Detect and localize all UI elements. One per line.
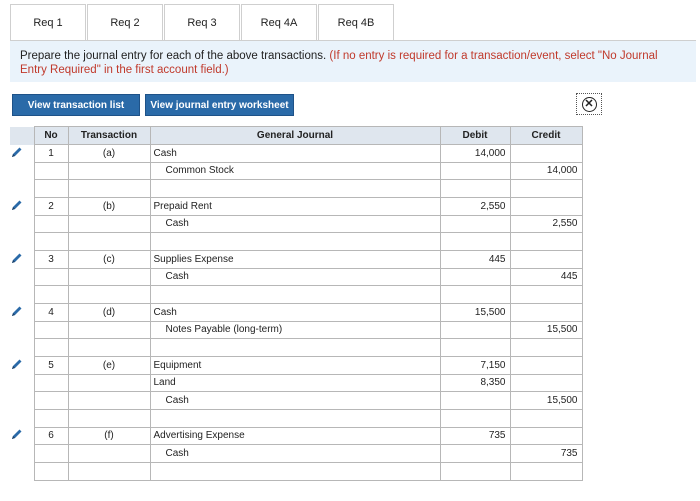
debit-cell[interactable] bbox=[440, 162, 510, 180]
debit-cell[interactable]: 735 bbox=[440, 427, 510, 445]
account-cell[interactable]: Land bbox=[150, 374, 440, 392]
credit-cell[interactable] bbox=[510, 304, 582, 322]
pencil-cell bbox=[10, 374, 34, 392]
transaction-cell bbox=[68, 180, 150, 198]
table-spacer-row bbox=[10, 286, 582, 304]
transaction-cell: (f) bbox=[68, 427, 150, 445]
account-cell[interactable]: Prepaid Rent bbox=[150, 198, 440, 216]
tab-req-3[interactable]: Req 3 bbox=[164, 4, 240, 40]
pencil-cell[interactable] bbox=[10, 427, 34, 445]
account-cell[interactable]: Equipment bbox=[150, 357, 440, 375]
transaction-cell bbox=[68, 374, 150, 392]
col-header-debit: Debit bbox=[440, 127, 510, 145]
table-row bbox=[10, 321, 582, 339]
credit-cell[interactable]: 15,500 bbox=[510, 392, 582, 410]
no-cell bbox=[34, 321, 68, 339]
account-cell[interactable]: Common Stock bbox=[150, 162, 440, 180]
table-row bbox=[10, 162, 582, 180]
view-journal-worksheet-button[interactable]: View journal entry worksheet bbox=[145, 94, 294, 116]
no-cell: 2 bbox=[34, 198, 68, 216]
transaction-cell bbox=[68, 215, 150, 233]
credit-cell[interactable] bbox=[510, 145, 582, 163]
no-cell: 4 bbox=[34, 304, 68, 322]
tab-req-4a[interactable]: Req 4A bbox=[241, 4, 317, 40]
account-cell[interactable]: Cash bbox=[150, 268, 440, 286]
edit-pencil-icon[interactable] bbox=[10, 357, 24, 371]
account-cell[interactable]: Notes Payable (long-term) bbox=[150, 321, 440, 339]
no-cell bbox=[34, 392, 68, 410]
debit-cell[interactable]: 445 bbox=[440, 251, 510, 269]
account-cell bbox=[150, 286, 440, 304]
credit-cell bbox=[510, 339, 582, 357]
debit-cell[interactable]: 8,350 bbox=[440, 374, 510, 392]
no-cell bbox=[34, 286, 68, 304]
transaction-cell bbox=[68, 409, 150, 427]
transaction-cell bbox=[68, 321, 150, 339]
account-cell[interactable]: Cash bbox=[150, 445, 440, 463]
table-row bbox=[10, 304, 582, 322]
table-row bbox=[10, 357, 582, 375]
table-row bbox=[10, 215, 582, 233]
credit-cell bbox=[510, 409, 582, 427]
debit-cell[interactable]: 2,550 bbox=[440, 198, 510, 216]
pencil-cell bbox=[10, 462, 34, 480]
debit-cell bbox=[440, 286, 510, 304]
no-cell bbox=[34, 445, 68, 463]
table-spacer-row bbox=[10, 409, 582, 427]
tab-req-1[interactable]: Req 1 bbox=[10, 4, 86, 40]
pencil-cell[interactable] bbox=[10, 304, 34, 322]
table-spacer-row bbox=[10, 339, 582, 357]
debit-cell bbox=[440, 409, 510, 427]
pencil-cell[interactable] bbox=[10, 198, 34, 216]
pencil-cell bbox=[10, 268, 34, 286]
instructions-panel bbox=[10, 40, 696, 82]
pencil-cell bbox=[10, 445, 34, 463]
no-cell bbox=[34, 233, 68, 251]
table-row bbox=[10, 392, 582, 410]
credit-cell bbox=[510, 286, 582, 304]
transaction-cell bbox=[68, 445, 150, 463]
instructions-note: (If no entry is required for a transaction/event, select "No Journal Entry Required" in the first account field.) bbox=[20, 50, 658, 76]
edit-pencil-icon[interactable] bbox=[10, 251, 24, 265]
account-cell[interactable]: Cash bbox=[150, 215, 440, 233]
edit-pencil-icon[interactable] bbox=[10, 427, 24, 441]
credit-cell[interactable] bbox=[510, 427, 582, 445]
table-row bbox=[10, 427, 582, 445]
pencil-cell bbox=[10, 409, 34, 427]
table-row bbox=[10, 445, 582, 463]
account-cell[interactable]: Advertising Expense bbox=[150, 427, 440, 445]
transaction-cell: (d) bbox=[68, 304, 150, 322]
table-spacer-row bbox=[10, 180, 582, 198]
no-cell: 3 bbox=[34, 251, 68, 269]
transaction-cell bbox=[68, 268, 150, 286]
pencil-cell bbox=[10, 162, 34, 180]
debit-cell[interactable] bbox=[440, 215, 510, 233]
pencil-cell bbox=[10, 339, 34, 357]
account-cell bbox=[150, 462, 440, 480]
credit-cell[interactable]: 445 bbox=[510, 268, 582, 286]
edit-pencil-icon[interactable] bbox=[10, 198, 24, 212]
account-cell bbox=[150, 180, 440, 198]
debit-cell bbox=[440, 233, 510, 251]
table-row bbox=[10, 145, 582, 163]
debit-cell[interactable] bbox=[440, 268, 510, 286]
debit-cell bbox=[440, 339, 510, 357]
credit-cell[interactable]: 2,550 bbox=[510, 215, 582, 233]
table-row bbox=[10, 198, 582, 216]
transaction-cell: (e) bbox=[68, 357, 150, 375]
credit-cell[interactable]: 14,000 bbox=[510, 162, 582, 180]
credit-cell[interactable]: 15,500 bbox=[510, 321, 582, 339]
close-icon: ✕ bbox=[582, 97, 597, 112]
view-transaction-list-button[interactable]: View transaction list bbox=[12, 94, 140, 116]
account-cell[interactable]: Cash bbox=[150, 145, 440, 163]
account-cell[interactable]: Cash bbox=[150, 304, 440, 322]
debit-cell[interactable] bbox=[440, 321, 510, 339]
journal-table bbox=[10, 126, 583, 481]
transaction-cell bbox=[68, 162, 150, 180]
transaction-cell bbox=[68, 462, 150, 480]
debit-cell bbox=[440, 462, 510, 480]
col-header-general-journal: General Journal bbox=[150, 127, 440, 145]
transaction-cell bbox=[68, 339, 150, 357]
credit-cell bbox=[510, 180, 582, 198]
credit-cell[interactable]: 735 bbox=[510, 445, 582, 463]
debit-cell[interactable] bbox=[440, 392, 510, 410]
debit-cell[interactable]: 14,000 bbox=[440, 145, 510, 163]
transaction-cell: (a) bbox=[68, 145, 150, 163]
transaction-cell: (b) bbox=[68, 198, 150, 216]
pencil-cell bbox=[10, 233, 34, 251]
close-button[interactable] bbox=[576, 93, 602, 115]
transaction-cell bbox=[68, 233, 150, 251]
account-cell bbox=[150, 409, 440, 427]
pencil-cell[interactable] bbox=[10, 251, 34, 269]
account-cell bbox=[150, 233, 440, 251]
tab-req-4b[interactable]: Req 4B bbox=[318, 4, 394, 40]
no-cell bbox=[34, 409, 68, 427]
account-cell bbox=[150, 339, 440, 357]
no-cell: 6 bbox=[34, 427, 68, 445]
col-header-no: No bbox=[34, 127, 68, 145]
no-cell: 1 bbox=[34, 145, 68, 163]
pencil-cell bbox=[10, 392, 34, 410]
no-cell bbox=[34, 374, 68, 392]
credit-cell[interactable] bbox=[510, 357, 582, 375]
edit-pencil-icon[interactable] bbox=[10, 145, 24, 159]
credit-cell[interactable] bbox=[510, 251, 582, 269]
credit-cell[interactable] bbox=[510, 374, 582, 392]
account-cell[interactable]: Cash bbox=[150, 392, 440, 410]
no-cell: 5 bbox=[34, 357, 68, 375]
table-row bbox=[10, 251, 582, 269]
instructions-main: Prepare the journal entry for each of the above transactions. bbox=[20, 50, 327, 62]
credit-cell bbox=[510, 233, 582, 251]
no-cell bbox=[34, 162, 68, 180]
table-spacer-row bbox=[10, 462, 582, 480]
no-cell bbox=[34, 180, 68, 198]
tab-req-2[interactable]: Req 2 bbox=[87, 4, 163, 40]
pencil-cell bbox=[10, 215, 34, 233]
col-header-credit: Credit bbox=[510, 127, 582, 145]
credit-cell bbox=[510, 462, 582, 480]
pencil-cell[interactable] bbox=[10, 357, 34, 375]
credit-cell[interactable] bbox=[510, 198, 582, 216]
transaction-cell bbox=[68, 392, 150, 410]
debit-cell[interactable] bbox=[440, 445, 510, 463]
table-row bbox=[10, 268, 582, 286]
col-header-transaction: Transaction bbox=[68, 127, 150, 145]
pencil-cell bbox=[10, 180, 34, 198]
tab-bar bbox=[10, 4, 395, 40]
debit-cell[interactable]: 7,150 bbox=[440, 357, 510, 375]
pencil-cell bbox=[10, 321, 34, 339]
transaction-cell bbox=[68, 286, 150, 304]
no-cell bbox=[34, 339, 68, 357]
edit-pencil-icon[interactable] bbox=[10, 304, 24, 318]
transaction-cell: (c) bbox=[68, 251, 150, 269]
table-row bbox=[10, 374, 582, 392]
pencil-cell bbox=[10, 286, 34, 304]
pencil-column-header bbox=[10, 127, 34, 145]
no-cell bbox=[34, 462, 68, 480]
no-cell bbox=[34, 215, 68, 233]
debit-cell[interactable]: 15,500 bbox=[440, 304, 510, 322]
account-cell[interactable]: Supplies Expense bbox=[150, 251, 440, 269]
debit-cell bbox=[440, 180, 510, 198]
table-spacer-row bbox=[10, 233, 582, 251]
no-cell bbox=[34, 268, 68, 286]
pencil-cell[interactable] bbox=[10, 145, 34, 163]
